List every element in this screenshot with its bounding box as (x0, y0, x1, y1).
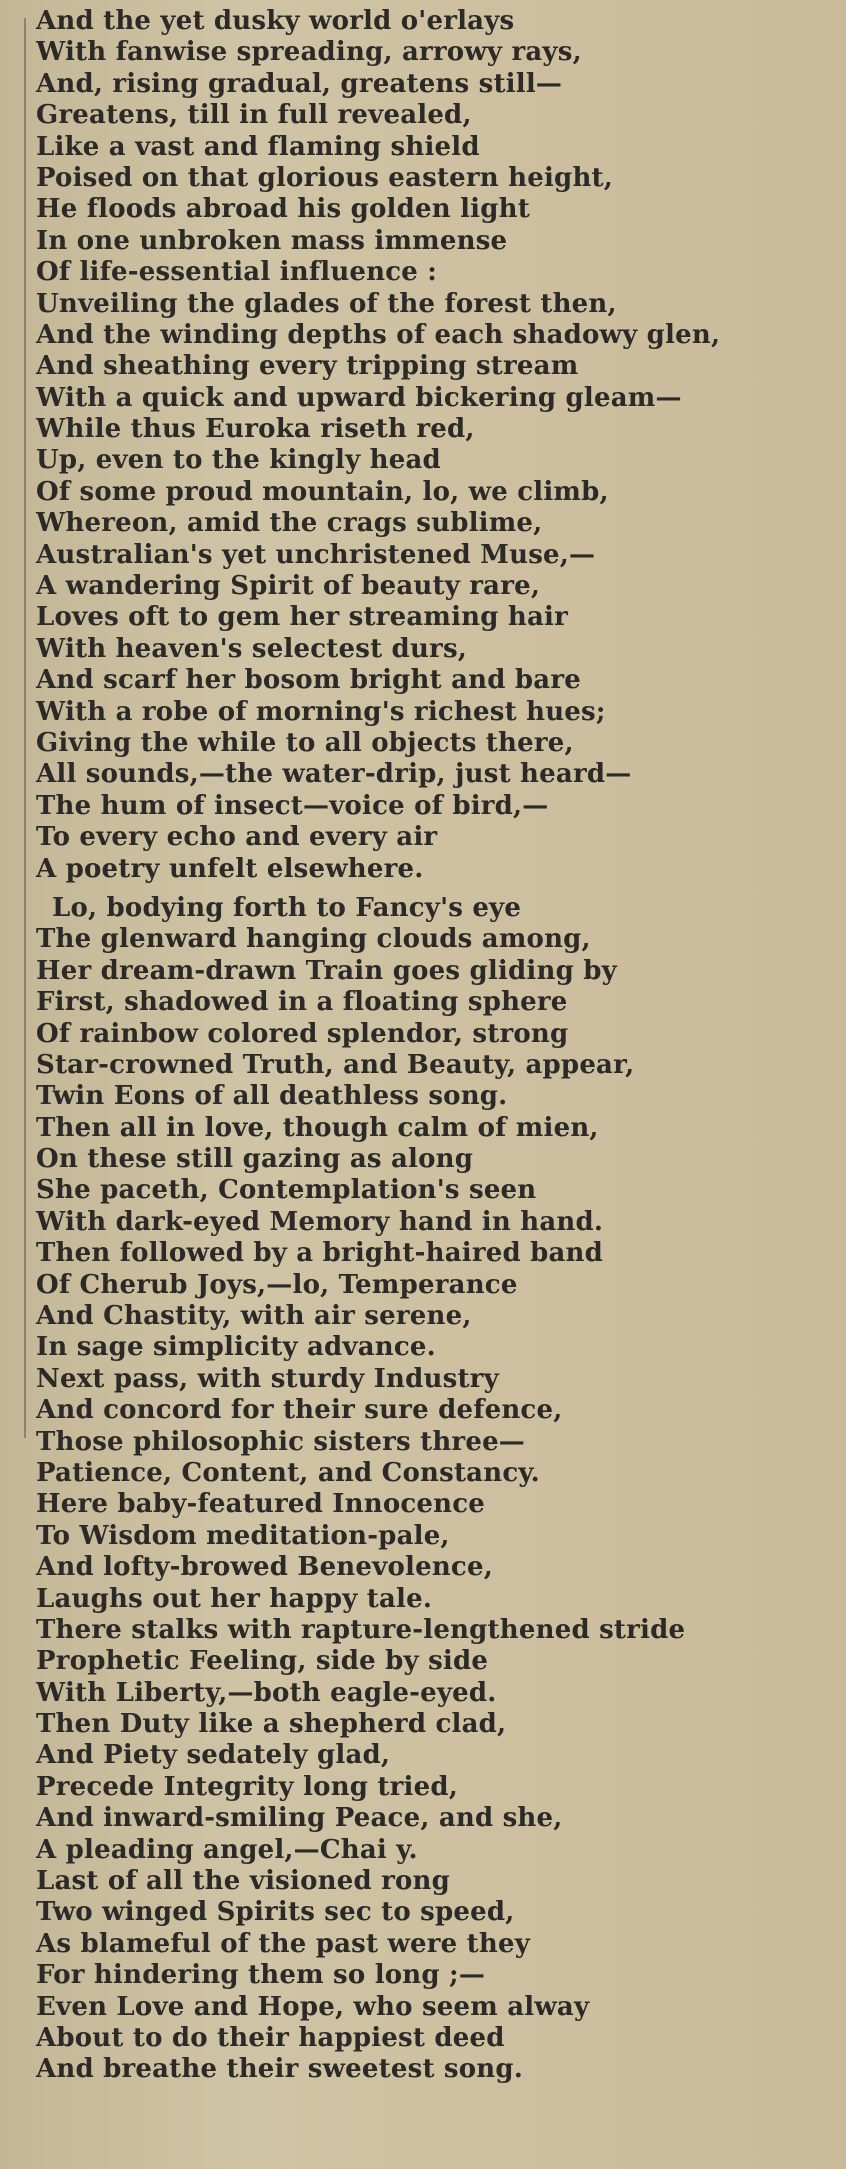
stanza-gap (36, 885, 836, 893)
poem-line: A pleading angel,—Chai y. (36, 1834, 418, 1865)
poem-line: And the winding depths of each shadowy glen, (36, 319, 721, 350)
poem-line: And Chastity, with air serene, (36, 1301, 472, 1332)
poem-line: The glenward hanging clouds among, (36, 924, 591, 955)
poem-line: Lo, bodying forth to Fancy's eye (52, 892, 522, 923)
poem-line: Laughs out her happy tale. (36, 1583, 433, 1614)
poem-line: Loves oft to gem her streaming hair (36, 602, 569, 633)
poem-line: And scarf her bosom bright and bare (36, 665, 581, 696)
poem-line: Up, even to the kingly head (36, 445, 441, 476)
poem-line: A wandering Spirit of beauty rare, (36, 571, 541, 602)
poem-line: With a quick and upward bickering gleam— (36, 382, 682, 413)
poem-line: Australian's yet unchristened Muse,— (36, 539, 596, 570)
poem-line: There stalks with rapture-lengthened stride (36, 1614, 686, 1645)
poem-line: And Piety sedately glad, (36, 1740, 391, 1771)
poem-text (36, 6, 836, 2086)
poem-line: Prophetic Feeling, side by side (36, 1646, 489, 1677)
stanza-1 (36, 6, 836, 885)
poem-line: With a robe of morning's richest hues; (36, 696, 606, 727)
poem-line: And the yet dusky world o'erlays (36, 6, 515, 36)
poem-line: Star-crowned Truth, and Beauty, appear, (36, 1049, 635, 1080)
poem-line: For hindering them so long ;— (36, 1960, 486, 1991)
poem-line: With dark-eyed Memory hand in hand. (36, 1206, 604, 1237)
poem-line: While thus Euroka riseth red, (36, 414, 475, 445)
poem-line: Here baby-featured Innocence (36, 1489, 486, 1520)
poem-line: With Liberty,—both eagle-eyed. (36, 1677, 497, 1708)
poem-line: Giving the while to all objects there, (36, 727, 574, 758)
poem-line: Her dream-drawn Train goes gliding by (36, 955, 617, 986)
stanza-2 (36, 893, 836, 2086)
poem-line: About to do their happiest deed (36, 2023, 505, 2053)
poem-line: On these still gazing as along (36, 1144, 474, 1175)
poem-line: Of life-essential influence : (36, 257, 438, 288)
poem-line: Patience, Content, and Constancy. (36, 1457, 540, 1488)
poem-line: Two winged Spirits sec to speed, (36, 1897, 515, 1928)
poem-line: With heaven's selectest durs, (36, 633, 468, 664)
poem-line: As blameful of the past were they (36, 1928, 531, 1959)
poem-line: Greatens, till in full revealed, (36, 100, 472, 131)
poem-line: And breathe their sweetest song. (36, 2054, 524, 2085)
poem-line: To Wisdom meditation-pale, (36, 1520, 450, 1551)
poem-line: Then Duty like a shepherd clad, (36, 1709, 507, 1740)
poem-line: Those philosophic sisters three— (36, 1426, 526, 1457)
poem-line: With fanwise spreading, arrowy rays, (36, 37, 582, 68)
poem-line: Next pass, with sturdy Industry (36, 1363, 499, 1394)
poem-line: And inward-smiling Peace, and she, (36, 1803, 563, 1834)
poem-line: Poised on that glorious eastern height, (36, 162, 614, 193)
poem-line: Then all in love, though calm of mien, (36, 1112, 599, 1143)
poem-line: Like a vast and flaming shield (36, 131, 480, 162)
poem-line: To every echo and every air (36, 822, 438, 853)
poem-line: And, rising gradual, greatens still— (36, 68, 563, 99)
poem-line: Unveiling the glades of the forest then, (36, 288, 617, 319)
poem-line: He floods abroad his golden light (36, 194, 530, 225)
poem-line: Twin Eons of all deathless song. (36, 1081, 508, 1112)
poem-line: A poetry unfelt elsewhere. (36, 853, 424, 884)
poem-line: And concord for their sure defence, (36, 1395, 563, 1426)
poem-line: The hum of insect—voice of bird,— (36, 790, 549, 821)
poem-line: And lofty-browed Benevolence, (36, 1552, 493, 1583)
poem-line: First, shadowed in a floating sphere (36, 987, 568, 1018)
poem-line: All sounds,—the water-drip, just heard— (36, 759, 632, 790)
column-rule (24, 18, 26, 1438)
poem-line: Then followed by a bright-haired band (36, 1238, 604, 1269)
poem-line: Whereon, amid the crags sublime, (36, 508, 543, 539)
poem-line: In one unbroken mass immense (36, 225, 508, 256)
poem-line: She paceth, Contemplation's seen (36, 1175, 537, 1206)
poem-line: In sage simplicity advance. (36, 1332, 436, 1363)
poem-line: And sheathing every tripping stream (36, 351, 579, 382)
poem-line: Of Cherub Joys,—lo, Temperance (36, 1269, 518, 1300)
poem-line: Of some proud mountain, lo, we climb, (36, 476, 609, 507)
poem-line: Even Love and Hope, who seem alway (36, 1991, 590, 2022)
poem-line: Of rainbow colored splendor, strong (36, 1018, 569, 1049)
poem-line: Last of all the visioned rong (36, 1866, 451, 1897)
poem-line: Precede Integrity long tried, (36, 1771, 458, 1802)
